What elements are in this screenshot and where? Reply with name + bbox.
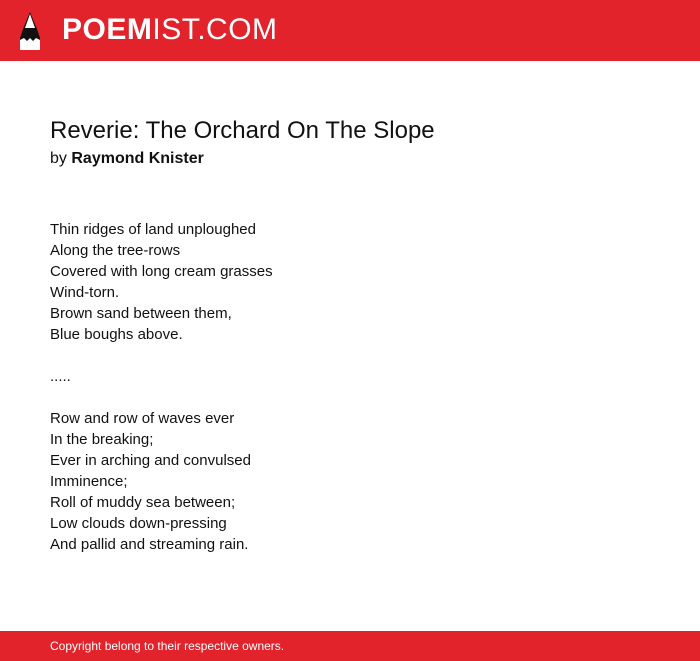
by-label: by bbox=[50, 150, 67, 167]
poem-line: In the breaking; bbox=[50, 431, 154, 448]
poem-content bbox=[50, 116, 650, 555]
copyright-text: Copyright belong to their respective owners. bbox=[50, 639, 285, 653]
poem-line: Covered with long cream grasses bbox=[50, 263, 273, 280]
poem-stanza bbox=[50, 408, 650, 555]
poem-line: Thin ridges of land unploughed bbox=[50, 221, 256, 238]
poem-line: Roll of muddy sea between; bbox=[50, 494, 236, 511]
poem-line: Imminence; bbox=[50, 473, 128, 490]
poem-line: Blue boughs above. bbox=[50, 326, 183, 343]
poem-byline bbox=[50, 149, 650, 169]
poem-line: Row and row of waves ever bbox=[50, 410, 235, 427]
logo-text-bold: POEM bbox=[62, 13, 153, 46]
poem-line: Low clouds down-pressing bbox=[50, 515, 227, 532]
poem-line: Wind-torn. bbox=[50, 284, 120, 301]
poem-line: Along the tree-rows bbox=[50, 242, 181, 259]
author-name: Raymond Knister bbox=[71, 150, 204, 167]
logo-text-light: IST.COM bbox=[152, 13, 278, 46]
site-footer bbox=[0, 631, 700, 661]
poem-line: Ever in arching and convulsed bbox=[50, 452, 251, 469]
poem-stanza bbox=[50, 219, 650, 345]
poem-body bbox=[50, 219, 650, 555]
site-header bbox=[0, 0, 700, 61]
poem-line: Brown sand between them, bbox=[50, 305, 232, 322]
poem-line: ..... bbox=[50, 368, 71, 385]
pen-nib-icon[interactable] bbox=[18, 11, 42, 51]
poem-title: Reverie: The Orchard On The Slope bbox=[50, 117, 435, 144]
poem-line: And pallid and streaming rain. bbox=[50, 536, 249, 553]
poem-stanza bbox=[50, 366, 650, 387]
site-logo[interactable] bbox=[62, 12, 278, 48]
